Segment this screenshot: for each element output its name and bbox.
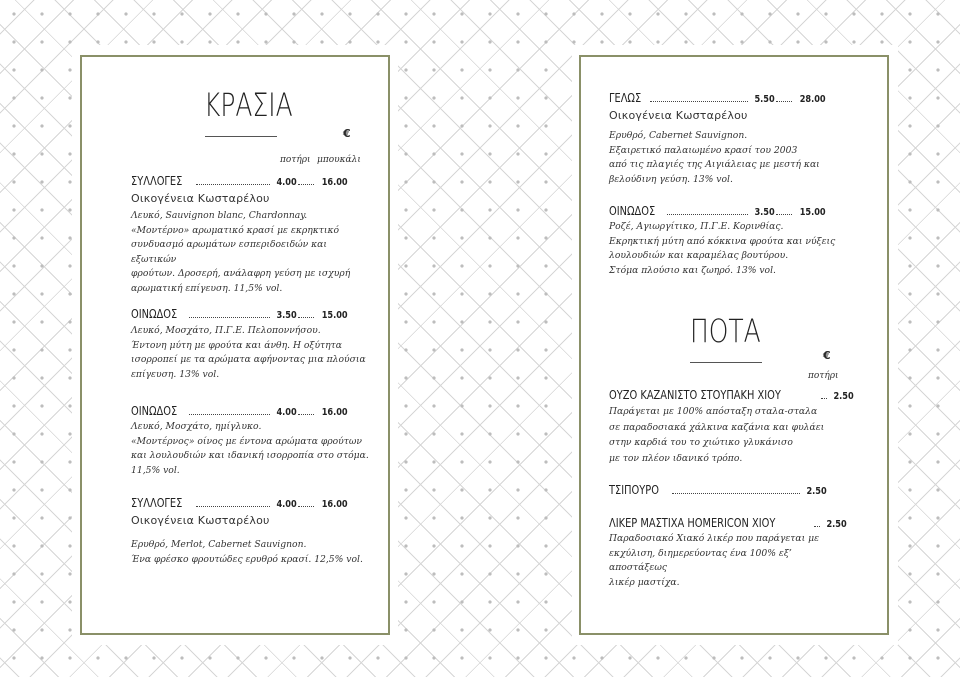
wine-description: [131, 209, 371, 296]
wine-row: [609, 89, 826, 105]
wine-name: ΓΕΛΩΣ: [609, 91, 642, 105]
description-line: Ερυθρό, Cabernet Sauvignon.: [609, 130, 748, 141]
wine-name: ΣΥΛΛΟΓΕΣ: [131, 496, 183, 510]
wine-name: ΟΙΝΩΔΟΣ: [131, 307, 178, 321]
title-underline: [205, 136, 277, 137]
leader-dots: [776, 101, 792, 102]
leader-dots: [776, 214, 792, 215]
glass-price: 3.50: [754, 207, 775, 218]
wine-name: ΣΥΛΛΟΓΕΣ: [131, 174, 183, 188]
column-bottle-header: μπουκάλι: [317, 155, 361, 165]
bottle-price: 16.00: [322, 177, 348, 188]
winery-name: Οικογένεια Κωσταρέλου: [609, 109, 748, 122]
description-line: Εκρηκτική μύτη από κόκκινα φρούτα και νύξεις: [609, 235, 836, 247]
glass-price: 5.50: [754, 94, 775, 105]
column-glass-header: ποτήρι: [808, 371, 839, 381]
wine-row: [131, 494, 348, 510]
drink-price: 2.50: [826, 519, 847, 530]
leader-dots: [189, 414, 269, 415]
bottle-price: 16.00: [322, 499, 348, 510]
leader-dots: [650, 101, 747, 102]
drink-price: 2.50: [806, 486, 827, 497]
description-line: 11,5% vol.: [131, 464, 180, 476]
drink-price: 2.50: [833, 391, 854, 402]
leader-dots: [672, 493, 800, 494]
description-line: Ροζέ, Αγιωργίτικο, Π.Γ.Ε. Κορινθίας.: [609, 221, 784, 232]
drink-row: [609, 514, 847, 530]
bottle-price: 15.00: [322, 310, 348, 321]
leader-dots: [298, 184, 314, 185]
description-line: ισορροπεί με τα αρώματα αφήνοντας μια πλούσια: [131, 354, 366, 365]
leader-dots: [298, 506, 314, 507]
description-line: και λουλουδιών και ιδανική ισορροπία στο στόμα.: [131, 450, 369, 461]
drink-description: [609, 532, 849, 590]
wine-description: [609, 220, 849, 278]
description-line: σε παραδοσιακά χάλκινα καζάνια και φυλάει: [609, 421, 825, 433]
title-underline: [690, 362, 762, 363]
leader-dots: [189, 317, 269, 318]
wine-name: ΟΙΝΩΔΟΣ: [609, 204, 656, 218]
wine-name: ΟΙΝΩΔΟΣ: [131, 404, 178, 418]
wine-row: [131, 305, 348, 321]
leader-dots: [298, 414, 314, 415]
description-line: Στόμα πλούσιο και ζωηρό. 13% vol.: [609, 264, 776, 276]
currency-symbol: €: [823, 349, 831, 362]
description-line: αρωματική επίγευση. 11,5% vol.: [131, 282, 283, 294]
leader-dots: [821, 398, 827, 399]
leader-dots: [667, 214, 747, 215]
leader-dots: [814, 526, 820, 527]
wine-description: [131, 324, 371, 382]
description-line: φρούτων. Δροσερή, ανάλαφρη γεύση με ισχυρή: [131, 268, 351, 279]
bottle-price: 16.00: [322, 407, 348, 418]
glass-price: 4.00: [276, 499, 297, 510]
leader-dots: [196, 506, 270, 507]
glass-price: 4.00: [276, 177, 297, 188]
description-line: Λευκό, Μοσχάτο, Π.Γ.Ε. Πελοποννήσου.: [131, 325, 321, 336]
currency-symbol: €: [343, 127, 351, 140]
description-line: Λευκό, Μοσχάτο, ημίγλυκο.: [131, 421, 262, 432]
drinks-title: ΠΟΤΑ: [690, 312, 761, 350]
description-line: λικέρ μαστίχα.: [609, 576, 680, 588]
glass-price: 3.50: [276, 310, 297, 321]
leader-dots: [298, 317, 314, 318]
description-line: Λευκό, Sauvignon blanc, Chardonnay.: [131, 210, 308, 221]
description-line: με τον πλέον ιδανικό τρόπο.: [609, 452, 743, 464]
drink-row: [609, 481, 827, 497]
description-line: βελούδινη γεύση. 13% vol.: [609, 173, 733, 185]
bottle-price: 15.00: [800, 207, 826, 218]
description-line: Ερυθρό, Merlot, Cabernet Sauvignon.: [131, 539, 307, 550]
winery-name: Οικογένεια Κωσταρέλου: [131, 192, 270, 205]
description-line: «Μοντέρνος» οίνος με έντονα αρώματα φρούτων: [131, 435, 362, 447]
wine-description: [609, 129, 849, 187]
description-line: στην καρδιά του το χιώτικο γλυκάνισο: [609, 437, 793, 448]
description-line: «Μοντέρνο» αρωματικό κρασί με εκρηκτικό: [131, 224, 340, 236]
description-line: Παραδοσιακό Χιακό λικέρ που παράγεται με: [609, 533, 820, 544]
drink-description: [609, 404, 849, 466]
description-line: εκχύλιση, διημερεύοντας ένα 100% εξ’ αποστάξεως: [609, 547, 792, 573]
glass-price: 4.00: [276, 407, 297, 418]
wine-description: [131, 538, 371, 567]
drink-name: ΛΙΚΕΡ ΜΑΣΤΙΧΑ HOMERICON ΧΙΟΥ: [609, 516, 776, 530]
bottle-price: 28.00: [800, 94, 826, 105]
column-glass-header: ποτήρι: [280, 155, 311, 165]
drink-name: ΟΥΖΟ ΚΑΖΑΝΙΣΤΟ ΣΤΟΥΠΑΚΗ ΧΙΟΥ: [609, 388, 781, 402]
winery-name: Οικογένεια Κωσταρέλου: [131, 514, 270, 527]
description-line: Έντονη μύτη με φρούτα και άνθη. Η οξύτητα: [131, 339, 342, 351]
description-line: Παράγεται με 100% απόσταξη σταλα-σταλα: [609, 406, 818, 417]
description-line: Ένα φρέσκο φρουτώδες ερυθρό κρασί. 12,5% vol.: [131, 553, 363, 565]
wine-row: [131, 172, 348, 188]
drink-name: ΤΣΙΠΟΥΡΟ: [609, 483, 659, 497]
wine-row: [609, 202, 826, 218]
wine-description: [131, 420, 371, 478]
wine-row: [131, 402, 348, 418]
description-line: λουλουδιών και καραμέλας βουτύρου.: [609, 250, 789, 261]
description-line: Εξαιρετικό παλαιωμένο κρασί του 2003: [609, 144, 798, 156]
description-line: επίγευση. 13% vol.: [131, 368, 220, 380]
drink-row: [609, 386, 854, 402]
leader-dots: [196, 184, 270, 185]
description-line: από τις πλαγιές της Αιγιάλειας με μεστή και: [609, 159, 820, 170]
description-line: συνδυασμό αρωμάτων εσπεριδοειδών και εξωτικών: [131, 239, 327, 265]
wines-title: ΚΡΑΣΙΑ: [204, 86, 293, 124]
